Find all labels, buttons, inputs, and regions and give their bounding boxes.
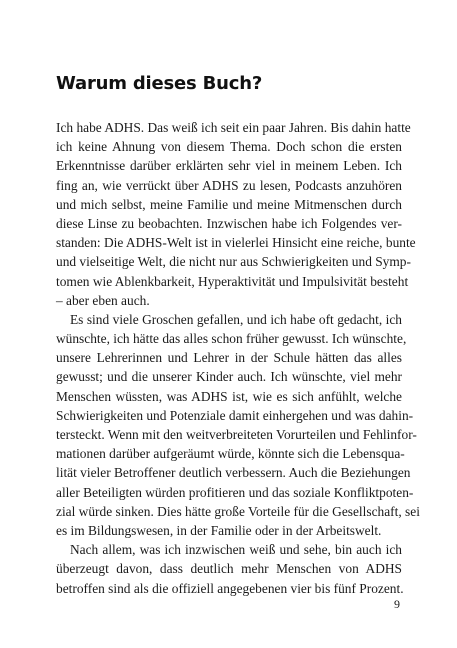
paragraph-1-line-10: – aber eben auch. bbox=[56, 292, 150, 308]
paragraph-1-line-4: fing an, wie verrückt über ADHS zu lesen, Podcasts anzuhören bbox=[56, 177, 402, 193]
paragraph-2-line-1: Es sind viele Groschen gefallen, und ich habe oft gedacht, ich bbox=[70, 311, 402, 327]
paragraph-2-line-2: wünschte, ich hätte das alles schon früher gewusst. Ich wünschte, bbox=[56, 331, 407, 347]
paragraph-1-line-9: tomen wie Ablenkbarkeit, Hyperaktivität und Impulsivität besteht bbox=[56, 273, 409, 289]
paragraph-1-line-7: standen: Die ADHS-Welt ist in vielerlei Hinsicht eine reiche, bunte bbox=[56, 235, 416, 251]
paragraph-1-line-3: Erkenntnisse darüber erklärten sehr viel in meinem Leben. Ich bbox=[56, 158, 402, 174]
page-number: 9 bbox=[394, 597, 400, 611]
paragraph-1-line-2: ich keine Ahnung von diesem Thema. Doch schon die ersten bbox=[56, 139, 402, 155]
paragraph-2-line-10: aller Beteiligten würden profitieren und das soziale Konfliktpoten- bbox=[56, 484, 414, 500]
paragraph-3-line-1: Nach allem, was ich inzwischen weiß und sehe, bin auch ich bbox=[70, 542, 402, 558]
paragraph-1-line-1: Ich habe ADHS. Das weiß ich seit ein paar Jahren. Bis dahin hatte bbox=[56, 120, 411, 135]
paragraph-2-line-3: unsere Lehrerinnen und Lehrer in der Schule hätten das alles bbox=[56, 350, 402, 366]
body-text bbox=[56, 118, 420, 598]
paragraph-3-line-2: überzeugt davon, dass deutlich mehr Menschen von ADHS bbox=[56, 561, 402, 577]
paragraph-2-line-9: lität vieler Betroffener deutlich verbessern. Auch die Beziehungen bbox=[56, 465, 411, 481]
paragraph-2-line-12: es im Bildungswesen, in der Familie oder in der Arbeitswelt. bbox=[56, 522, 382, 538]
paragraph-2-line-11: zial würde sinken. Dies hätte große Vorteile für die Gesellschaft, sei bbox=[56, 503, 420, 519]
paragraph-2-line-7: tersteckt. Wenn mit den weitverbreiteten Vorurteilen und Fehlinfor- bbox=[56, 427, 417, 442]
paragraph-1-line-6: diese Linse zu beobachten. Inzwischen habe ich Folgendes ver- bbox=[56, 215, 402, 231]
paragraph-1-line-8: und vielseitige Welt, die nicht nur aus Schwierigkeiten und Symp- bbox=[56, 254, 411, 270]
paragraph-2-line-6: Schwierigkeiten und Potenziale damit einhergehen und was dahin- bbox=[56, 407, 414, 423]
paragraph-2-line-4: gewusst; und die unserer Kinder auch. Ich wünschte, viel mehr bbox=[56, 369, 402, 385]
paragraph-2-line-8: mationen darüber aufgeräumt würde, könnte sich die Lebensqua- bbox=[56, 446, 405, 462]
paragraph-2-line-5: Menschen wüssten, was ADHS ist, wie es sich anfühlt, welche bbox=[56, 388, 402, 404]
paragraph-1-line-5: und mich selbst, meine Familie und meine Mitmenschen durch bbox=[56, 196, 402, 212]
paragraph-3-line-3: betroffen sind als die offiziell angegebenen vier bis fünf Prozent. bbox=[56, 580, 404, 596]
chapter-title: Warum dieses Buch? bbox=[56, 73, 263, 94]
